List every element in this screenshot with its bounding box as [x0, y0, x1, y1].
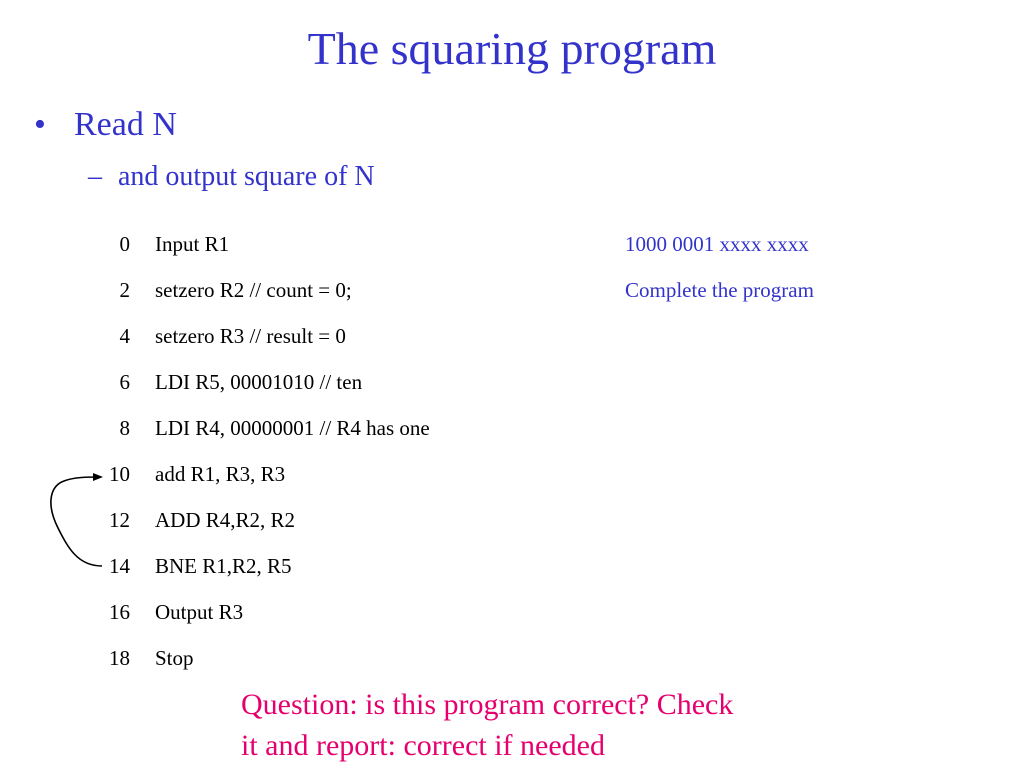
question-line-1: Question: is this program correct? Check — [241, 688, 734, 721]
bullet-mark: • — [34, 106, 46, 143]
sub-bullet-mark: – — [88, 161, 102, 192]
bullet-text: Read N — [74, 106, 177, 143]
question-text — [241, 684, 841, 766]
line-instruction: Input R1 — [155, 232, 230, 256]
line-instruction: setzero R2 // count = 0; — [155, 278, 352, 302]
line-instruction: Output R3 — [155, 600, 244, 624]
line-instruction: add R1, R3, R3 — [155, 462, 286, 486]
line-instruction: setzero R3 // result = 0 — [155, 324, 346, 348]
sub-bullet-text: and output square of N — [118, 161, 375, 192]
line-instruction: BNE R1,R2, R5 — [155, 554, 292, 578]
line-address: 0 — [119, 232, 130, 256]
line-address: 12 — [109, 508, 130, 532]
line-instruction: LDI R4, 00000001 // R4 has one — [155, 416, 430, 440]
line-instruction: LDI R5, 00001010 // ten — [155, 370, 363, 394]
slide-title: The squaring program — [307, 23, 717, 74]
line-address: 2 — [119, 278, 130, 302]
line-address: 18 — [109, 646, 130, 670]
sub-bullet-output — [88, 160, 375, 194]
line-address: 10 — [109, 462, 130, 486]
task-note: Complete the program — [625, 278, 814, 302]
line-address: 16 — [109, 600, 130, 624]
line-instruction: ADD R4,R2, R2 — [155, 508, 296, 532]
line-address: 8 — [119, 416, 130, 440]
bullet-read-n — [34, 104, 177, 146]
line-address: 4 — [119, 324, 130, 348]
line-address: 6 — [119, 370, 130, 394]
question-line-2: it and report: correct if needed — [241, 729, 605, 762]
line-address: 14 — [109, 554, 130, 578]
line-instruction: Stop — [155, 646, 194, 670]
encoding-note: 1000 0001 xxxx xxxx — [625, 232, 809, 256]
